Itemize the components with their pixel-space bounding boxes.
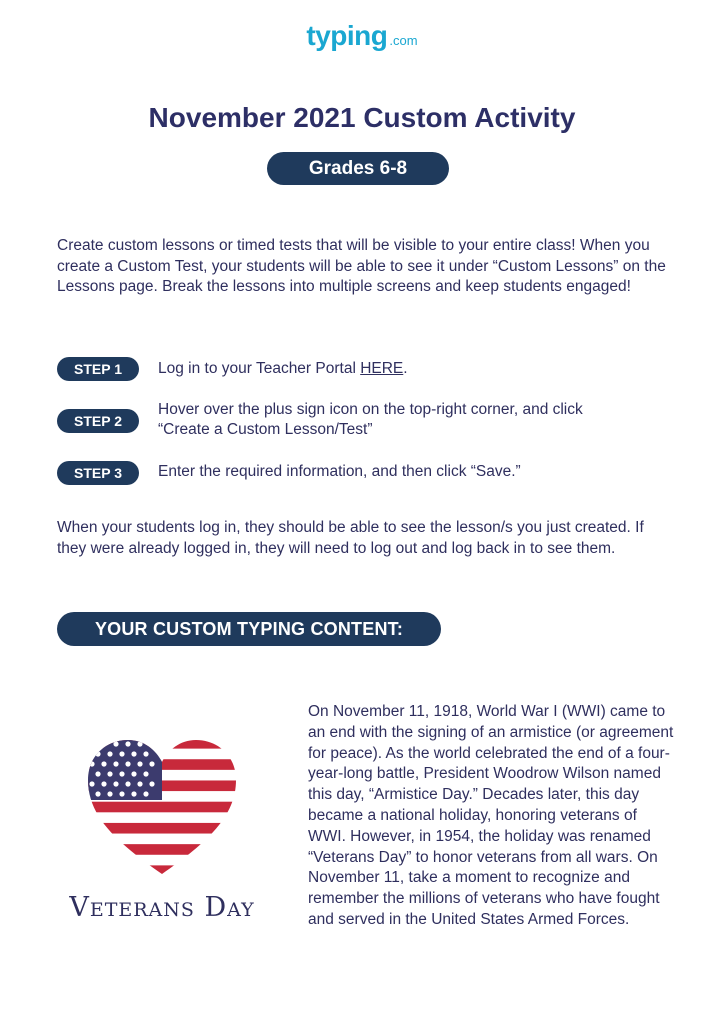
step-1-text: [158, 359, 638, 379]
step-1-text-before: Log in to your Teacher Portal: [158, 360, 361, 377]
flag-star: [95, 751, 100, 756]
flag-star: [149, 761, 154, 766]
flag-star: [131, 791, 136, 796]
teacher-portal-link[interactable]: HERE: [360, 360, 404, 377]
flag-star: [89, 741, 94, 746]
flag-star: [113, 741, 118, 746]
flag-star: [137, 741, 142, 746]
flag-star: [89, 761, 94, 766]
flag-star: [107, 791, 112, 796]
step-2-text: Hover over the plus sign icon on the top-right corner, and click “Create a Custom Lesson/Test”: [158, 401, 583, 438]
step-3-badge: STEP 3: [57, 461, 139, 485]
flag-star: [89, 781, 94, 786]
flag-heart-image: [86, 738, 238, 876]
flag-star: [143, 751, 148, 756]
flag-star: [143, 771, 148, 776]
flag-star: [107, 751, 112, 756]
flag-star: [143, 791, 148, 796]
flag-star: [131, 751, 136, 756]
flag-star: [113, 761, 118, 766]
step-2-badge: STEP 2: [57, 409, 139, 433]
logo-word: typing: [306, 20, 388, 51]
flag-star: [131, 771, 136, 776]
flag-red-stripe: [86, 802, 238, 813]
flag-star: [137, 761, 142, 766]
flag-star: [125, 761, 130, 766]
flag-red-stripe: [86, 823, 238, 834]
flag-star: [119, 791, 124, 796]
flag-star: [101, 781, 106, 786]
flag-star: [95, 791, 100, 796]
after-steps-paragraph: When your students log in, they should be able to see the lesson/s you just created. If they were already logged in, they will need to log out and log back in to see them.: [57, 519, 644, 557]
flag-star: [95, 771, 100, 776]
flag-star: [101, 761, 106, 766]
typing-logo: [0, 20, 724, 52]
flag-star: [119, 771, 124, 776]
flag-heart-icon: [86, 738, 238, 876]
logo-suffix: .com: [389, 33, 418, 48]
flag-star: [107, 771, 112, 776]
flag-red-stripe: [86, 865, 238, 876]
flag-star: [137, 781, 142, 786]
flag-star: [119, 751, 124, 756]
flag-red-stripe: [86, 844, 238, 855]
step-1-badge: STEP 1: [57, 357, 139, 381]
flag-star: [125, 781, 130, 786]
intro-paragraph: Create custom lessons or timed tests that will be visible to your entire class! When you create a Custom Test, your students will be able to see it under “Custom Lessons” on the Lessons page. Break the lessons into multiple screens and keep students engaged!: [57, 237, 666, 295]
veterans-day-caption: Veterans Day: [69, 892, 255, 923]
section-title: YOUR CUSTOM TYPING CONTENT:: [57, 612, 441, 646]
typing-content-paragraph: On November 11, 1918, World War I (WWI) came to an end with the signing of an armistice (or agreement for peace). As the world celebrated the end of a four-year-long battle, President Woodrow Wilson named this day, “Armistice Day.” Decades later, this day became a national holiday, honoring veterans of WWI. However, in 1954, the holiday was renamed “Veterans Day” to honor veterans from all wars. On November 11, take a moment to recognize and remember the millions of veterans who have fought and served in the United States Armed Forces.: [308, 703, 674, 928]
step-1-text-after: .: [403, 360, 408, 377]
flag-star: [113, 781, 118, 786]
page-title: November 2021 Custom Activity: [148, 102, 576, 133]
grade-badge: Grades 6-8: [267, 152, 449, 185]
flag-star: [149, 741, 154, 746]
flag-star: [125, 741, 130, 746]
flag-star: [101, 741, 106, 746]
step-3-text: Enter the required information, and then click “Save.”: [158, 463, 521, 480]
flag-star: [149, 781, 154, 786]
